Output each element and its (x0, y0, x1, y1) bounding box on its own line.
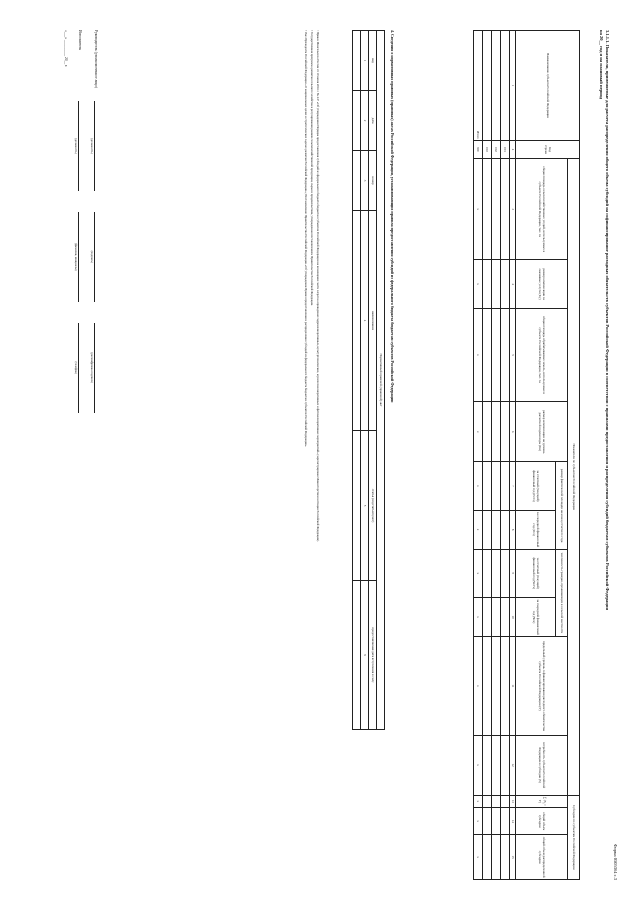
col-number: 15 (509, 835, 515, 880)
total-cell: x (473, 835, 482, 880)
col-head-act-article: статья (подстатья/пункт) (369, 431, 377, 581)
table-row (353, 31, 361, 730)
table-row (482, 31, 491, 880)
executor-phone-line (78, 323, 84, 413)
caption: (расшифровка подписи) (90, 352, 94, 384)
col-number: 4 (361, 211, 369, 431)
signature-block (58, 30, 100, 530)
col-head-act-type: вид (369, 31, 377, 91)
head-signature-line (94, 212, 100, 302)
col-number: 4 (509, 260, 515, 308)
caption: (подпись) (90, 250, 94, 264)
region-name-cell (491, 31, 500, 141)
col-head-indicators: Показатели по субъектам Российской Федерации (568, 159, 580, 796)
total-cell: x (473, 260, 482, 308)
col-head-act-name: наименование (369, 211, 377, 431)
total-code: 900 (473, 141, 482, 159)
head-name-line (94, 323, 100, 413)
form-number: Форма 0505364 с.3 (613, 843, 618, 880)
col-head-actual-area: размер фактической площади на конец отчетного года (556, 462, 568, 549)
col-head-act-number: номер (369, 151, 377, 211)
legal-acts-group-header: Нормативный правовой (правовой) акт (377, 31, 385, 730)
col-number: 11 (509, 637, 515, 735)
total-label: Итого (473, 31, 482, 141)
col-number: 2 (509, 141, 515, 159)
caption: (фамилия, инициалы) (74, 242, 78, 271)
col-head-act-effective-date: предоставляемая дата вступления в силу (369, 581, 377, 730)
col-head-comp-kv: размер компенсации на уровень расчетной подачи воды (Kв) (516, 402, 568, 462)
section-4-title: 4. Сведения о нормативных правовых (правовых) актах Российской Федерации, устанавливающих правила предоставления субсидий из федерального бюджета бюджетам субъектов Российской Федерации (390, 30, 395, 403)
col-head-region-need: потребность субъекта Российской Федерации в субсидии (S) (516, 735, 568, 795)
region-name-cell (500, 31, 509, 141)
col-head-region: Наименование субъекта Российской Федерации (516, 31, 580, 141)
executor-position-line (78, 101, 84, 191)
col-head-distributed-subsidy: общий объем распределенной субсидии (516, 835, 568, 880)
executor-name-line (78, 212, 84, 302)
date-line: «___» _________ 20__ г. (64, 30, 68, 68)
footnotes (302, 30, 320, 880)
total-cell: x (473, 808, 482, 835)
footnote-1: ¹ Приказ Минсельхоза России от 10 июня 2016 г. № 247 «Об утверждении Порядка предоставления субсидий из федерального бюджета бюджетам субъектов Российской Федерации на возмещение части затрат на проведение гидромелиоративных, культуртехнических, агролесомелиоративных и фитомелиоративных мероприятий» (зарегистрирован Министерством юстиции Российской Федерации). (316, 30, 320, 543)
col-head-sum-formula: ∑ $(S_i \times У)$ (516, 795, 568, 808)
document-heading (598, 30, 610, 810)
col-head-act-date: дата (369, 91, 377, 151)
caption: (должность) (74, 138, 78, 154)
col-head-total-subsidy: общий объем субсидии (516, 808, 568, 835)
col-head-cultivated-area: общая площадь обрабатываемых земель, используемых в субъекте Российской Федерации, тыс. га (516, 308, 568, 401)
col-number: 5 (361, 431, 369, 581)
total-cell: x (473, 549, 482, 597)
rotated-form-sheet (20, 30, 620, 880)
col-number: 12 (509, 735, 515, 795)
col-number: 1 (509, 31, 515, 141)
col-number: 3 (361, 151, 369, 211)
col-number: 10 (509, 597, 515, 636)
caption: (должность) (90, 138, 94, 154)
footnote-3: ³ Указ Президента Российской Федерации «О национальных целях и стратегических задачах развития Российской Федерации»; Постановление Правительства Российской Федерации «Об утверждении Правил предоставления и распределения субсидий из федерального бюджета бюджетам субъектов Российской Федерации». (303, 30, 308, 448)
total-cell: x (473, 402, 482, 462)
row-code-cell: 001 (500, 141, 509, 159)
total-cell: x (473, 795, 482, 808)
executor-label: Исполнитель (78, 30, 82, 51)
head-position-line (94, 101, 100, 191)
col-number: 1 (361, 31, 369, 91)
col-number: 13 (509, 795, 515, 808)
col-number: 8 (509, 510, 515, 549)
region-name-cell (482, 31, 491, 141)
col-head-cofinancing-level: предельный уровень софинансирования расходного обязательства субъекта Российской Федерации (У) (516, 637, 568, 735)
total-cell: x (473, 735, 482, 795)
col-number: 5 (509, 308, 515, 401)
col-head-ch-next: за очередной финансовый год (Чоч) (516, 597, 556, 636)
total-cell: x (473, 159, 482, 260)
col-number: 9 (509, 549, 515, 597)
col-number: 6 (361, 581, 369, 730)
table-row (491, 31, 500, 880)
col-number: 7 (509, 462, 515, 510)
row-code-cell: 002 (491, 141, 500, 159)
col-number: 3 (509, 159, 515, 260)
legal-acts-table (352, 30, 385, 730)
total-cell: x (473, 510, 482, 549)
total-row (473, 31, 482, 880)
row-code-cell: 003 (482, 141, 491, 159)
col-number: 2 (361, 91, 369, 151)
table-row (500, 31, 509, 880)
heading-line-1: 3.1.1.1. Показатели, применяемые для расчета распределения общего объема субсидий на софинансирование расходных обязательств субъектов Российской Федерации в соответствии с правилами предоставления и распределения субсидий бюджетам субъектов Российской Федерации (605, 30, 610, 611)
subsidy-indicators-table (473, 30, 580, 880)
caption: (телефон) (74, 361, 78, 374)
col-head-code: Код строки (516, 141, 580, 159)
footnote-2: ² Государственная программа развития сельского хозяйства и регулирования рынков сельскохозяйственной продукции, сырья и продовольствия, утвержденная постановлением Правительства Российской Федерации. (309, 30, 314, 306)
heading-line-2: на 20__ год и на плановый период (599, 30, 605, 100)
col-number: 6 (509, 402, 515, 462)
col-head-subsidies: Субсидии по субъектам Российской Федерации (568, 795, 580, 879)
col-head-p-report: за отчетный (текущий) финансовый год (Pотч) (516, 462, 556, 510)
total-cell: x (473, 637, 482, 735)
col-head-ch-report: за отчетный (текущий) финансовый год (Чотч) (516, 549, 556, 597)
total-cell: x (473, 462, 482, 510)
total-cell: x (473, 308, 482, 401)
col-head-comp-ky: размер компенсации за оказанные услуги (Kу) (516, 260, 568, 308)
col-number: 14 (509, 808, 515, 835)
col-head-rural-population: численность граждан, проживающих в сельской местности (556, 549, 568, 637)
total-cell: x (473, 597, 482, 636)
head-label: Руководитель (уполномоченное лицо) (94, 30, 98, 89)
col-head-p-next: за очередной финансовый год (Pоч) (516, 510, 556, 549)
col-head-agri-area: общая площадь сельскохозяйственных угодий, используемых в субъекте Российской Федерации, тыс. га (516, 159, 568, 260)
